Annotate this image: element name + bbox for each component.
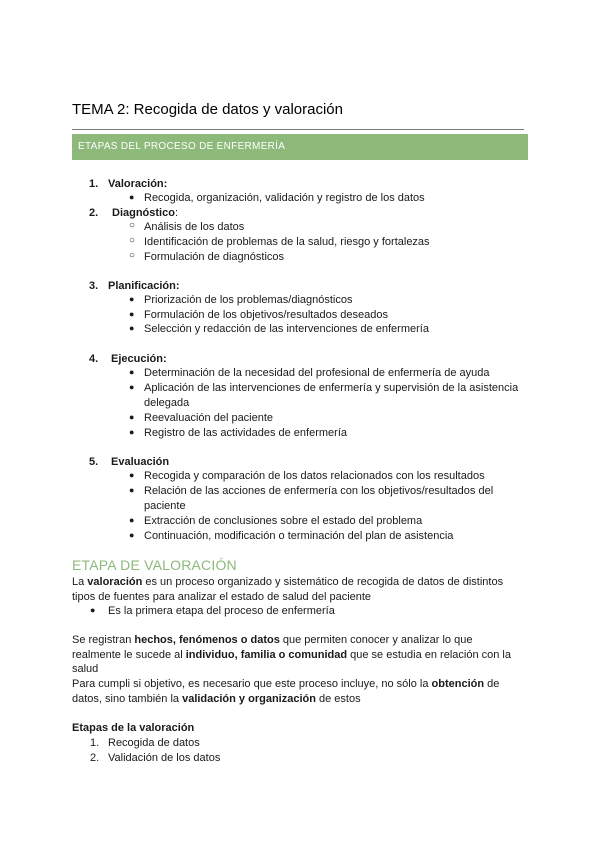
circle-bullet-icon: ○	[129, 250, 136, 261]
paragraph-line	[72, 648, 511, 662]
list-item: Extracción de conclusiones sobre el estado del problema	[144, 515, 423, 527]
list-item: Identificación de problemas de la salud, riesgo y fortalezas	[144, 236, 430, 248]
stage-label: Planificación:	[108, 280, 180, 292]
bullet-icon: ●	[129, 382, 135, 392]
list-item: Priorización de los problemas/diagnósticos	[144, 294, 353, 306]
stage-label: Valoración:	[108, 178, 168, 190]
text-run: Se registran	[72, 634, 135, 646]
step-text: Validación de los datos	[108, 752, 221, 764]
list-item: Es la primera etapa del proceso de enfermería	[108, 605, 335, 617]
step-text: Recogida de datos	[108, 737, 200, 749]
bullet-icon: ●	[129, 294, 135, 304]
paragraph-line: tipos de fuentes para analizar el estado de salud del paciente	[72, 591, 372, 603]
bullet-icon: ●	[129, 309, 135, 319]
step-number: 1.	[90, 737, 100, 749]
stage-label-text: Diagnóstico	[112, 207, 175, 219]
bold-run: validación y organización	[182, 693, 316, 705]
paragraph-line	[72, 633, 472, 647]
stage-label: Ejecución:	[111, 353, 167, 365]
text-run: datos, sino también la	[72, 693, 183, 705]
section-banner	[72, 134, 528, 160]
stage-label	[112, 206, 178, 220]
bullet-icon: ●	[129, 323, 135, 333]
paragraph-line	[72, 575, 503, 589]
page-title: TEMA 2: Recogida de datos y valoración	[72, 101, 343, 118]
section-heading: ETAPA DE VALORACIÓN	[72, 557, 237, 573]
list-item: Recogida, organización, validación y registro de los datos	[144, 192, 425, 204]
circle-bullet-icon: ○	[129, 220, 136, 231]
list-item-continuation: paciente	[144, 500, 186, 512]
text-run: es un proceso organizado y sistemático de recogida de datos de distintos	[142, 576, 504, 588]
stage-number: 2.	[89, 207, 99, 219]
bold-run: valoración	[87, 576, 143, 588]
text-run: que se estudia en relación con la	[347, 649, 511, 661]
stage-label-suffix: :	[174, 207, 179, 219]
list-item: Relación de las acciones de enfermería con los objetivos/resultados del	[144, 485, 494, 497]
list-item: Reevaluación del paciente	[144, 412, 274, 424]
circle-bullet-icon: ○	[129, 235, 136, 246]
list-item: Aplicación de las intervenciones de enfermería y supervisión de la asistencia	[144, 382, 519, 394]
paragraph-line	[72, 692, 361, 706]
list-item: Continuación, modificación o terminación del plan de asistencia	[144, 530, 454, 542]
text-run: La	[72, 576, 88, 588]
paragraph-line: salud	[72, 663, 99, 675]
list-item: Análisis de los datos	[144, 221, 245, 233]
stage-number: 4.	[89, 353, 99, 365]
stage-number: 1.	[89, 178, 99, 190]
bullet-icon: ●	[90, 605, 96, 615]
text-run: Para cumpli si objetivo, es necesario que este proceso incluye, no sólo la	[72, 678, 432, 690]
text-run: que permiten conocer y analizar lo que	[279, 634, 473, 646]
stage-number: 5.	[89, 456, 99, 468]
text-run: de	[484, 678, 500, 690]
banner-text: ETAPAS DEL PROCESO DE ENFERMERÍA	[78, 141, 286, 152]
bullet-icon: ●	[129, 515, 135, 525]
list-item: Selección y redacción de las intervenciones de enfermería	[144, 323, 429, 335]
list-item-continuation: delegada	[144, 397, 190, 409]
bullet-icon: ●	[129, 367, 135, 377]
bullet-icon: ●	[129, 485, 135, 495]
title-divider	[72, 129, 524, 130]
list-item: Determinación de la necesidad del profesional de enfermería de ayuda	[144, 367, 490, 379]
bold-run: hechos, fenómenos o datos	[134, 634, 280, 646]
subheading: Etapas de la valoración	[72, 722, 195, 734]
bold-run: obtención	[431, 678, 485, 690]
list-item: Formulación de diagnósticos	[144, 251, 285, 263]
bold-run: individuo, familia o comunidad	[185, 649, 348, 661]
text-run: de estos	[315, 693, 361, 705]
stage-label: Evaluación	[111, 456, 170, 468]
text-run: realmente le sucede al	[72, 649, 186, 661]
paragraph-line	[72, 677, 499, 691]
bullet-icon: ●	[129, 470, 135, 480]
list-item: Recogida y comparación de los datos relacionados con los resultados	[144, 470, 485, 482]
bullet-icon: ●	[129, 192, 135, 202]
bullet-icon: ●	[129, 530, 135, 540]
list-item: Registro de las actividades de enfermería	[144, 427, 347, 439]
bullet-icon: ●	[129, 427, 135, 437]
bullet-icon: ●	[129, 412, 135, 422]
list-item: Formulación de los objetivos/resultados deseados	[144, 309, 388, 321]
stage-number: 3.	[89, 280, 99, 292]
step-number: 2.	[90, 752, 100, 764]
